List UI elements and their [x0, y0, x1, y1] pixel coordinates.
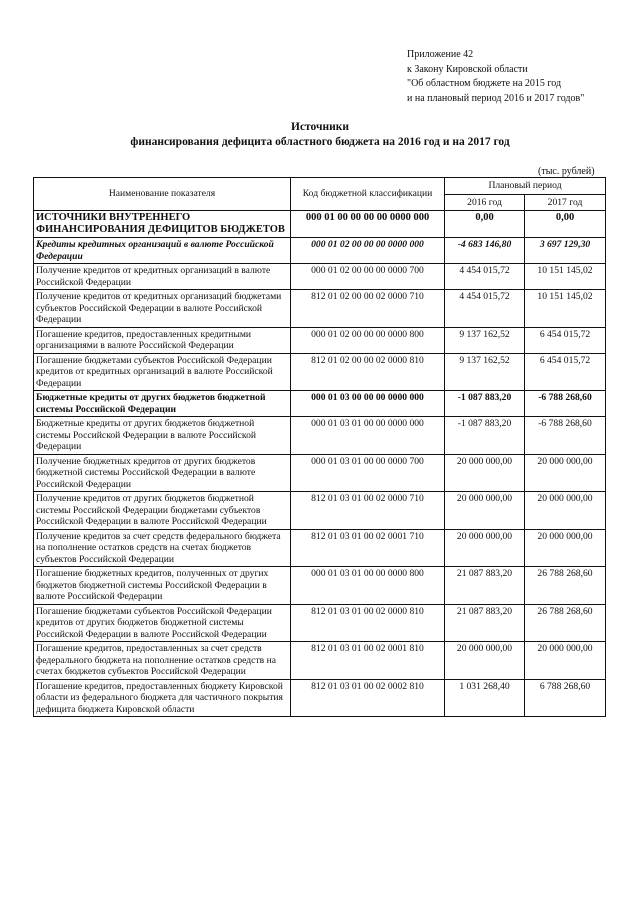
indicator-name-cell: Получение бюджетных кредитов от других бюджетов бюджетной системы Российской Федерации в валюте Российской Федерации	[34, 454, 291, 492]
classification-code-cell: 812 01 03 01 00 02 0001 710	[291, 529, 445, 567]
value-2017-cell: 10 151 145,02	[525, 290, 606, 328]
header-code: Код бюджетной классификации	[291, 178, 445, 211]
value-2016-cell: 20 000 000,00	[445, 529, 525, 567]
value-2016-cell: 21 087 883,20	[445, 604, 525, 642]
classification-code-cell: 812 01 03 01 00 02 0001 810	[291, 642, 445, 680]
table-row	[34, 353, 606, 391]
indicator-name-cell: Погашение бюджетных кредитов, полученных от других бюджетов бюджетной системы Российской Федерации в валюте Российской Федерации	[34, 567, 291, 605]
indicator-name-cell: Бюджетные кредиты от других бюджетов бюджетной системы Российской Федерации в валюте Российской Федерации	[34, 417, 291, 455]
classification-code-cell: 812 01 02 00 00 02 0000 810	[291, 353, 445, 391]
header-period: Плановый период	[445, 178, 606, 195]
value-2017-cell: 20 000 000,00	[525, 454, 606, 492]
classification-code-cell: 000 01 03 01 00 00 0000 800	[291, 567, 445, 605]
classification-code-cell: 812 01 03 01 00 02 0000 810	[291, 604, 445, 642]
classification-code-cell: 000 01 02 00 00 00 0000 000	[291, 238, 445, 264]
indicator-name-cell: Погашение кредитов, предоставленных за счет средств федерального бюджета на пополнение остатков средств на счетах бюджетов субъектов Российской Федерации	[34, 642, 291, 680]
value-2017-cell: 20 000 000,00	[525, 529, 606, 567]
value-2017-cell: 6 454 015,72	[525, 353, 606, 391]
indicator-name-cell: Погашение кредитов, предоставленных кредитными организациями в валюте Российской Федерации	[34, 327, 291, 353]
value-2017-cell: 26 788 268,60	[525, 604, 606, 642]
value-2017-cell: 6 788 268,60	[525, 679, 606, 717]
value-2016-cell: -4 683 146,80	[445, 238, 525, 264]
table-row	[34, 567, 606, 605]
classification-code-cell: 000 01 03 01 00 00 0000 000	[291, 417, 445, 455]
classification-code-cell: 812 01 02 00 00 02 0000 710	[291, 290, 445, 328]
table-row	[34, 454, 606, 492]
value-2017-cell: 20 000 000,00	[525, 642, 606, 680]
table-row	[34, 529, 606, 567]
appendix-line-3: "Об областном бюджете на 2015 год	[407, 78, 562, 89]
indicator-name-cell: ИСТОЧНИКИ ВНУТРЕННЕГО ФИНАНСИРОВАНИЯ ДЕФИЦИТОВ БЮДЖЕТОВ	[34, 211, 291, 238]
document-title	[0, 120, 640, 150]
appendix-line-4: и на плановый период 2016 и 2017 годов"	[407, 92, 585, 104]
table-row	[34, 679, 606, 717]
table-row	[34, 642, 606, 680]
table-row	[34, 417, 606, 455]
indicator-name-cell: Получение кредитов от других бюджетов бюджетной системы Российской Федерации бюджетами субъектов Российской Федерации в валюте Российской Федерации	[34, 492, 291, 530]
header-2016: 2016 год	[445, 194, 525, 211]
value-2016-cell: 20 000 000,00	[445, 454, 525, 492]
indicator-name-cell: Получение кредитов от кредитных организаций в валюте Российской Федерации	[34, 264, 291, 290]
table-row	[34, 604, 606, 642]
classification-code-cell: 000 01 03 00 00 00 0000 000	[291, 391, 445, 417]
title-line-2: финансирования дефицита областного бюджета на 2016 год и на 2017 год	[130, 136, 510, 148]
value-2017-cell: 0,00	[525, 211, 606, 238]
value-2017-cell: 3 697 129,30	[525, 238, 606, 264]
table-body	[34, 211, 606, 717]
indicator-name-cell: Кредиты кредитных организаций в валюте Российской Федерации	[34, 238, 291, 264]
indicator-name-cell: Погашение бюджетами субъектов Российской Федерации кредитов от других бюджетов бюджетной системы Российской Федерации в валюте Российской Федерации	[34, 604, 291, 642]
classification-code-cell: 000 01 00 00 00 00 0000 000	[291, 211, 445, 238]
classification-code-cell: 000 01 02 00 00 00 0000 700	[291, 264, 445, 290]
classification-code-cell: 812 01 03 01 00 02 0002 810	[291, 679, 445, 717]
value-2017-cell: -6 788 268,60	[525, 417, 606, 455]
value-2016-cell: 0,00	[445, 211, 525, 238]
indicator-name-cell: Бюджетные кредиты от других бюджетов бюджетной системы Российской Федерации	[34, 391, 291, 417]
title-line-1: Источники	[291, 121, 349, 133]
value-2016-cell: 4 454 015,72	[445, 290, 525, 328]
value-2016-cell: 1 031 268,40	[445, 679, 525, 717]
value-2016-cell: 20 000 000,00	[445, 492, 525, 530]
appendix-caption	[407, 48, 584, 106]
indicator-name-cell: Получение кредитов от кредитных организаций бюджетами субъектов Российской Федерации в валюте Российской Федерации	[34, 290, 291, 328]
value-2017-cell: 20 000 000,00	[525, 492, 606, 530]
value-2017-cell: 6 454 015,72	[525, 327, 606, 353]
header-2017: 2017 год	[525, 194, 606, 211]
classification-code-cell: 000 01 02 00 00 00 0000 800	[291, 327, 445, 353]
appendix-line-2: к Закону Кировской области	[407, 63, 528, 75]
value-2016-cell: -1 087 883,20	[445, 417, 525, 455]
table-row	[34, 327, 606, 353]
table-row	[34, 492, 606, 530]
classification-code-cell: 000 01 03 01 00 00 0000 700	[291, 454, 445, 492]
appendix-line-1: Приложение 42	[407, 49, 474, 60]
value-2016-cell: 4 454 015,72	[445, 264, 525, 290]
value-2017-cell: -6 788 268,60	[525, 391, 606, 417]
indicator-name-cell: Погашение бюджетами субъектов Российской Федерации кредитов от кредитных организаций в валюте Российской Федерации	[34, 353, 291, 391]
value-2016-cell: 9 137 162,52	[445, 327, 525, 353]
indicator-name-cell: Получение кредитов за счет средств федерального бюджета на пополнение остатков средств на счетах бюджетов субъектов Российской Федерации	[34, 529, 291, 567]
indicator-name-cell: Погашение кредитов, предоставленных бюджету Кировской области из федерального бюджета для частичного покрытия дефицита бюджета Кировской области	[34, 679, 291, 717]
header-name: Наименование показателя	[34, 178, 291, 211]
financing-sources-table	[33, 177, 606, 717]
table-row	[34, 238, 606, 264]
table-row	[34, 391, 606, 417]
value-2016-cell: 9 137 162,52	[445, 353, 525, 391]
table-row	[34, 264, 606, 290]
value-2016-cell: 20 000 000,00	[445, 642, 525, 680]
table-row	[34, 290, 606, 328]
table-row	[34, 211, 606, 238]
value-2017-cell: 10 151 145,02	[525, 264, 606, 290]
classification-code-cell: 812 01 03 01 00 02 0000 710	[291, 492, 445, 530]
value-2017-cell: 26 788 268,60	[525, 567, 606, 605]
units-label: (тыс. рублей)	[538, 166, 595, 177]
value-2016-cell: -1 087 883,20	[445, 391, 525, 417]
value-2016-cell: 21 087 883,20	[445, 567, 525, 605]
